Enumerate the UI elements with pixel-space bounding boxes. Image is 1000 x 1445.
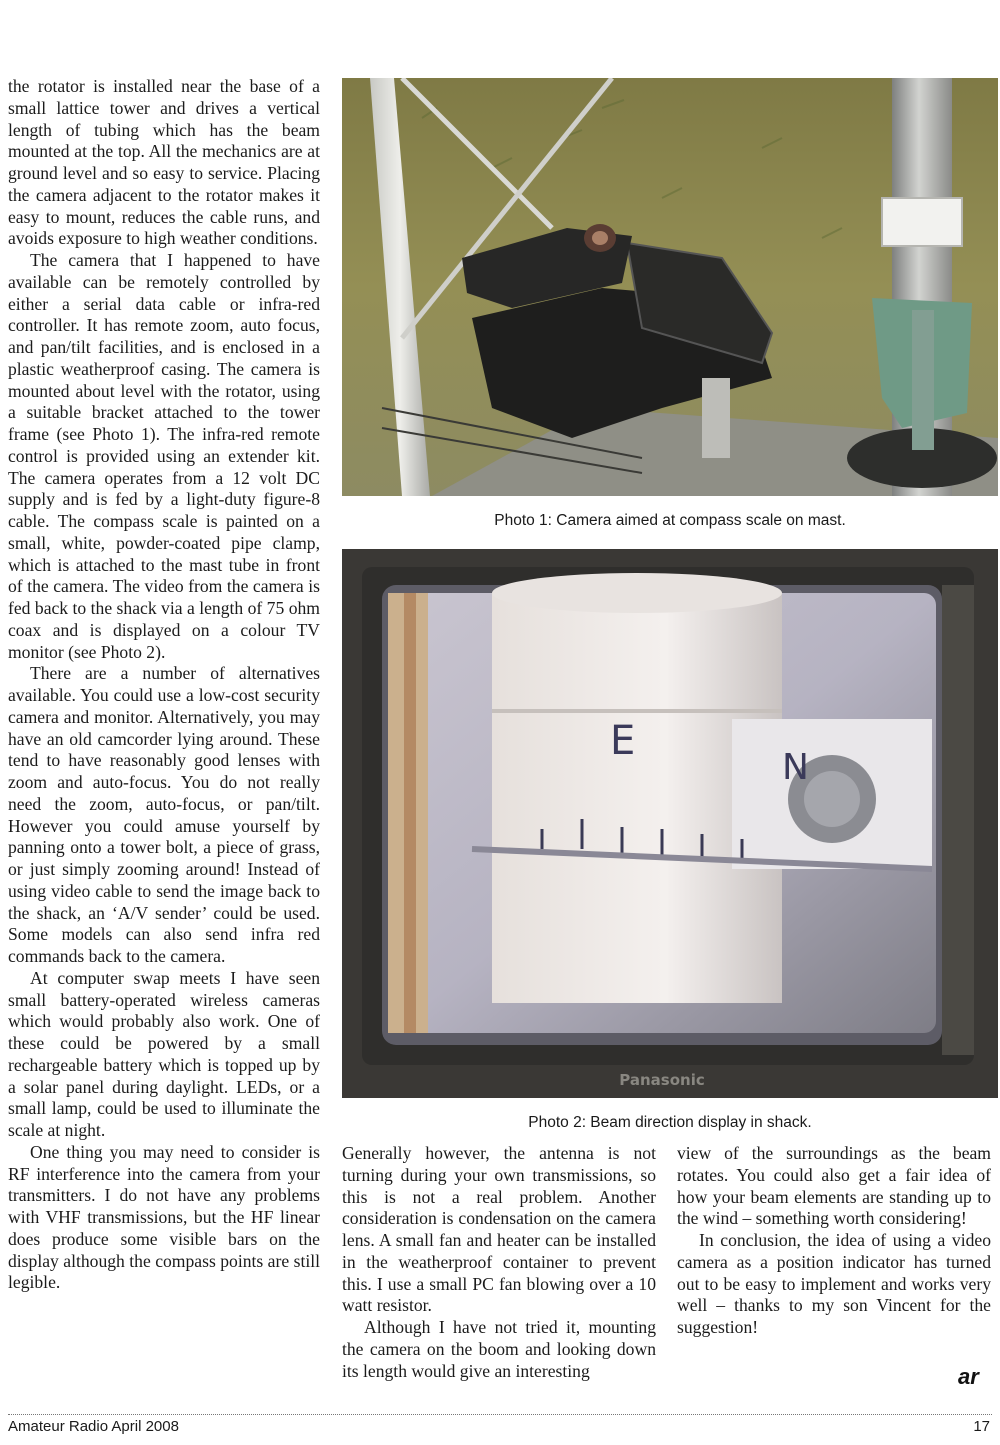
footer-divider — [8, 1414, 992, 1415]
photo-1-caption: Photo 1: Camera aimed at compass scale on mast. — [494, 512, 846, 529]
photo-2-caption: Photo 2: Beam direction display in shack. — [528, 1114, 812, 1131]
article-column-middle — [342, 1143, 656, 1382]
compass-letter-n: N — [782, 747, 809, 788]
paragraph: view of the surroundings as the beam rotates. You could also get a fair idea of how your beam elements are standing up to the wind – something worth considering! — [677, 1143, 991, 1229]
paragraph: The camera that I happened to have available can be remotely controlled by either a serial data cable or infra-red controller. It has remote zoom, auto focus, and pan/tilt facilities, and is enclosed in a plastic weatherproof casing. The camera is mounted about level with the rotator, using a suitable bracket attached to the tower frame (see Photo 1). The infra-red remote control is provided using an extender kit. The camera operates from a 12 volt DC supply and is fed by a light-duty figure-8 cable. The compass scale is painted on a small, white, powder-coated pipe clamp, which is attached to the mast tube in front of the camera. The video from the camera is fed back to the shack via a length of 75 ohm coax and is displayed on a colour TV monitor (see Photo 2). — [8, 250, 320, 662]
end-of-article-logo: ar — [958, 1364, 979, 1389]
footer-publication: Amateur Radio April 2008 — [8, 1418, 179, 1435]
paragraph: At computer swap meets I have seen small battery-operated wireless cameras which would probably also work. One of these could be powered by a small rechargeable battery which is topped up by a solar panel during daylight. LEDs, or a small lamp, could be used to illuminate the scale at night. — [8, 967, 320, 1140]
photo-monitor-display — [342, 549, 998, 1098]
paragraph: the rotator is installed near the base of a small lattice tower and drives a vertical length of tubing which has the beam mounted at the top. All the mechanics are at ground level and so easy to service. Placing the camera adjacent to the rotator makes it easy to mount, reduces the cable runs, and avoids exposure to high weather conditions. — [8, 76, 320, 249]
page-number: 17 — [973, 1418, 990, 1435]
compass-letter-e: E — [610, 718, 636, 764]
photo-camera-illustration — [342, 78, 998, 496]
paragraph: Generally however, the antenna is not turning during your own transmissions, so this is not a real problem. Another consideration is condensation on the camera lens. A small fan and heater can be installed in the weatherproof container to prevent this. I use a small PC fan blowing over a 10 watt resistor. — [342, 1143, 656, 1316]
article-column-right — [677, 1143, 991, 1339]
paragraph: One thing you may need to consider is RF interference into the camera from your transmitters. I do not have any problems with VHF transmissions, but the HF linear does produce some visible bars on the display although the compass points are still legible. — [8, 1141, 320, 1293]
paragraph: In conclusion, the idea of using a video camera as a position indicator has turned out to be easy to implement and works very well – thanks to my son Vincent for the suggestion! — [677, 1230, 991, 1337]
monitor-brand-label: Panasonic — [619, 1071, 705, 1089]
article-column-left — [8, 76, 320, 1294]
paragraph: There are a number of alternatives available. You could use a low-cost security camera and monitor. Alternatively, you may have an old camcorder lying around. These tend to have reasonably good lenses with zoom and auto-focus. You do not really need the zoom, auto-focus, or pan/tilt. However you could amuse yourself by panning onto a tower bolt, a piece of grass, or just simply zooming around! Instead of using video cable to send the image back to the shack, an ‘A/V sender’ could be used. Some models can also send infra red commands back to the camera. — [8, 663, 320, 966]
photo-monitor-illustration — [342, 549, 998, 1098]
paragraph: Although I have not tried it, mounting the camera on the boom and looking down its length would give an interesting — [342, 1317, 656, 1381]
photo-camera-on-mast — [342, 78, 998, 496]
